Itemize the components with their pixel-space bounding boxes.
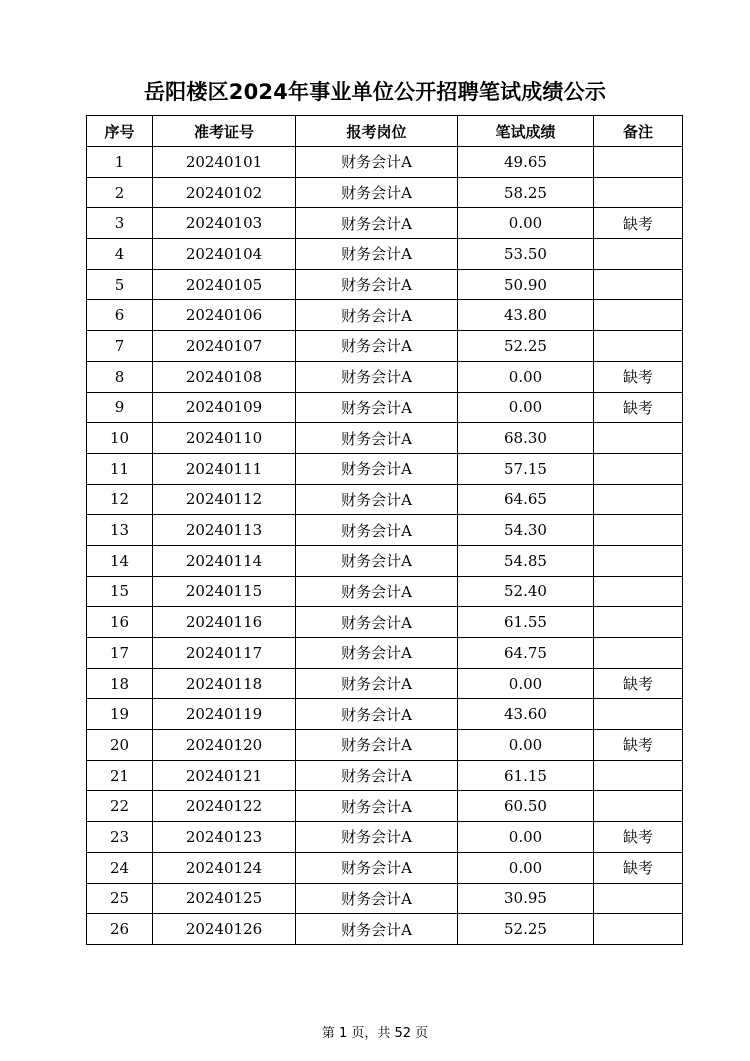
cell-exam-id: 20240119: [153, 699, 296, 730]
cell-score: 30.95: [458, 883, 594, 914]
cell-no: 24: [87, 852, 153, 883]
header-exam-id: 准考证号: [153, 116, 296, 147]
cell-note: [594, 484, 683, 515]
table-row: [87, 791, 683, 822]
cell-note: [594, 515, 683, 546]
cell-score: 53.50: [458, 239, 594, 270]
cell-exam-id: 20240126: [153, 914, 296, 945]
cell-exam-id: 20240109: [153, 392, 296, 423]
cell-score: 50.90: [458, 269, 594, 300]
table-row: [87, 914, 683, 945]
cell-no: 7: [87, 331, 153, 362]
cell-note: [594, 791, 683, 822]
cell-no: 26: [87, 914, 153, 945]
cell-post: 财务会计A: [296, 576, 458, 607]
table-row: [87, 822, 683, 853]
table-row: [87, 760, 683, 791]
table-row: [87, 208, 683, 239]
table-row: [87, 638, 683, 669]
cell-note: 缺考: [594, 822, 683, 853]
cell-score: 52.40: [458, 576, 594, 607]
cell-exam-id: 20240112: [153, 484, 296, 515]
cell-exam-id: 20240106: [153, 300, 296, 331]
cell-post: 财务会计A: [296, 883, 458, 914]
cell-score: 49.65: [458, 147, 594, 178]
cell-score: 0.00: [458, 392, 594, 423]
cell-note: [594, 607, 683, 638]
table-row: [87, 576, 683, 607]
cell-note: [594, 453, 683, 484]
cell-no: 16: [87, 607, 153, 638]
cell-note: 缺考: [594, 392, 683, 423]
cell-exam-id: 20240120: [153, 730, 296, 761]
cell-post: 财务会计A: [296, 914, 458, 945]
cell-post: 财务会计A: [296, 638, 458, 669]
cell-score: 52.25: [458, 914, 594, 945]
cell-exam-id: 20240102: [153, 177, 296, 208]
header-note: 备注: [594, 116, 683, 147]
cell-no: 19: [87, 699, 153, 730]
table-row: [87, 300, 683, 331]
cell-no: 21: [87, 760, 153, 791]
cell-exam-id: 20240108: [153, 361, 296, 392]
cell-exam-id: 20240101: [153, 147, 296, 178]
cell-exam-id: 20240122: [153, 791, 296, 822]
cell-exam-id: 20240104: [153, 239, 296, 270]
cell-no: 13: [87, 515, 153, 546]
cell-note: [594, 269, 683, 300]
cell-post: 财务会计A: [296, 239, 458, 270]
cell-post: 财务会计A: [296, 852, 458, 883]
table-row: [87, 883, 683, 914]
cell-post: 财务会计A: [296, 791, 458, 822]
table-row: [87, 515, 683, 546]
cell-no: 18: [87, 668, 153, 699]
cell-no: 10: [87, 423, 153, 454]
cell-no: 8: [87, 361, 153, 392]
cell-no: 1: [87, 147, 153, 178]
cell-post: 财务会计A: [296, 730, 458, 761]
cell-score: 57.15: [458, 453, 594, 484]
cell-score: 0.00: [458, 208, 594, 239]
cell-exam-id: 20240125: [153, 883, 296, 914]
cell-post: 财务会计A: [296, 147, 458, 178]
cell-post: 财务会计A: [296, 269, 458, 300]
cell-no: 23: [87, 822, 153, 853]
cell-note: [594, 545, 683, 576]
cell-exam-id: 20240113: [153, 515, 296, 546]
cell-score: 68.30: [458, 423, 594, 454]
cell-post: 财务会计A: [296, 361, 458, 392]
cell-note: 缺考: [594, 208, 683, 239]
cell-score: 61.55: [458, 607, 594, 638]
cell-note: [594, 147, 683, 178]
cell-no: 4: [87, 239, 153, 270]
cell-exam-id: 20240116: [153, 607, 296, 638]
cell-no: 15: [87, 576, 153, 607]
cell-note: [594, 423, 683, 454]
cell-note: [594, 638, 683, 669]
cell-post: 财务会计A: [296, 208, 458, 239]
cell-no: 3: [87, 208, 153, 239]
cell-note: [594, 576, 683, 607]
cell-exam-id: 20240117: [153, 638, 296, 669]
cell-score: 52.25: [458, 331, 594, 362]
cell-score: 0.00: [458, 361, 594, 392]
page-footer: 第 1 页，共 52 页: [321, 1026, 429, 1041]
cell-score: 0.00: [458, 852, 594, 883]
cell-exam-id: 20240123: [153, 822, 296, 853]
cell-no: 17: [87, 638, 153, 669]
table-row: [87, 392, 683, 423]
cell-exam-id: 20240105: [153, 269, 296, 300]
cell-score: 60.50: [458, 791, 594, 822]
cell-exam-id: 20240111: [153, 453, 296, 484]
cell-no: 14: [87, 545, 153, 576]
cell-exam-id: 20240114: [153, 545, 296, 576]
cell-score: 43.60: [458, 699, 594, 730]
cell-score: 43.80: [458, 300, 594, 331]
cell-no: 25: [87, 883, 153, 914]
table-row: [87, 607, 683, 638]
cell-no: 22: [87, 791, 153, 822]
table-row: [87, 269, 683, 300]
table-row: [87, 147, 683, 178]
table-row: [87, 239, 683, 270]
cell-note: 缺考: [594, 668, 683, 699]
cell-score: 0.00: [458, 822, 594, 853]
cell-post: 财务会计A: [296, 423, 458, 454]
cell-score: 54.30: [458, 515, 594, 546]
cell-post: 财务会计A: [296, 668, 458, 699]
cell-post: 财务会计A: [296, 822, 458, 853]
cell-note: [594, 760, 683, 791]
table-row: [87, 423, 683, 454]
cell-note: [594, 177, 683, 208]
cell-post: 财务会计A: [296, 484, 458, 515]
cell-score: 61.15: [458, 760, 594, 791]
cell-no: 6: [87, 300, 153, 331]
cell-post: 财务会计A: [296, 453, 458, 484]
cell-note: [594, 331, 683, 362]
cell-note: [594, 239, 683, 270]
score-table: [86, 115, 683, 945]
cell-post: 财务会计A: [296, 545, 458, 576]
table-row: [87, 361, 683, 392]
cell-no: 12: [87, 484, 153, 515]
cell-exam-id: 20240110: [153, 423, 296, 454]
table-header-row: [87, 116, 683, 147]
cell-score: 64.65: [458, 484, 594, 515]
cell-note: [594, 914, 683, 945]
cell-exam-id: 20240121: [153, 760, 296, 791]
cell-no: 2: [87, 177, 153, 208]
cell-exam-id: 20240118: [153, 668, 296, 699]
cell-post: 财务会计A: [296, 515, 458, 546]
header-post: 报考岗位: [296, 116, 458, 147]
cell-score: 58.25: [458, 177, 594, 208]
cell-score: 64.75: [458, 638, 594, 669]
table-row: [87, 699, 683, 730]
header-no: 序号: [87, 116, 153, 147]
cell-post: 财务会计A: [296, 392, 458, 423]
cell-exam-id: 20240124: [153, 852, 296, 883]
cell-note: 缺考: [594, 852, 683, 883]
cell-no: 9: [87, 392, 153, 423]
cell-note: 缺考: [594, 361, 683, 392]
table-row: [87, 453, 683, 484]
cell-exam-id: 20240115: [153, 576, 296, 607]
cell-post: 财务会计A: [296, 760, 458, 791]
cell-post: 财务会计A: [296, 300, 458, 331]
cell-post: 财务会计A: [296, 177, 458, 208]
cell-score: 0.00: [458, 730, 594, 761]
cell-no: 11: [87, 453, 153, 484]
table-row: [87, 484, 683, 515]
table-row: [87, 177, 683, 208]
table-row: [87, 852, 683, 883]
cell-score: 0.00: [458, 668, 594, 699]
cell-exam-id: 20240103: [153, 208, 296, 239]
cell-score: 54.85: [458, 545, 594, 576]
cell-post: 财务会计A: [296, 699, 458, 730]
cell-no: 5: [87, 269, 153, 300]
cell-note: 缺考: [594, 730, 683, 761]
header-score: 笔试成绩: [458, 116, 594, 147]
cell-note: [594, 883, 683, 914]
cell-post: 财务会计A: [296, 331, 458, 362]
cell-note: [594, 699, 683, 730]
table-row: [87, 730, 683, 761]
cell-note: [594, 300, 683, 331]
table-body: [87, 147, 683, 945]
table-row: [87, 668, 683, 699]
table-row: [87, 331, 683, 362]
table-row: [87, 545, 683, 576]
cell-exam-id: 20240107: [153, 331, 296, 362]
page-title: 岳阳楼区2024年事业单位公开招聘笔试成绩公示: [143, 80, 607, 104]
cell-post: 财务会计A: [296, 607, 458, 638]
cell-no: 20: [87, 730, 153, 761]
